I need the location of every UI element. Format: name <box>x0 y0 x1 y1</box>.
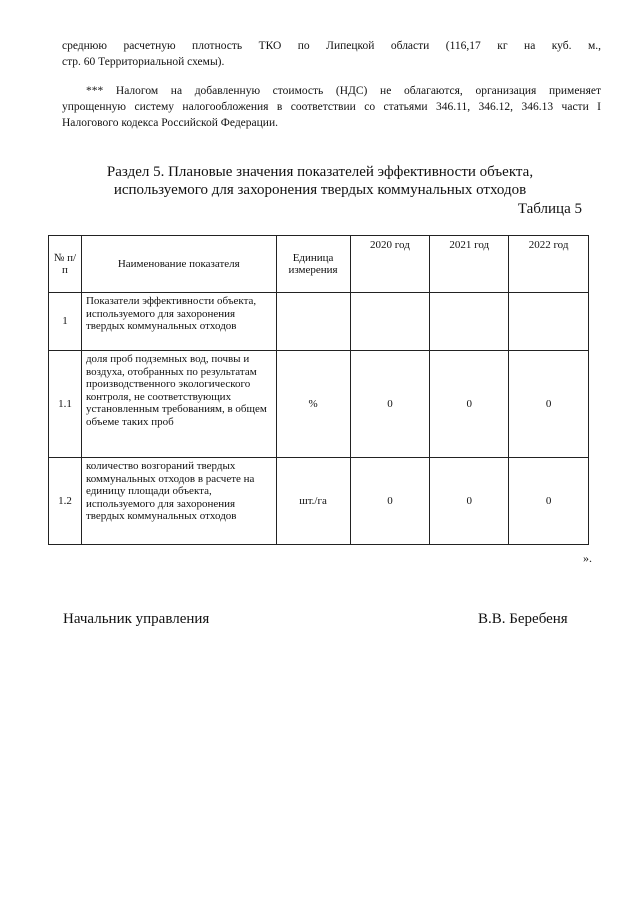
header-indicator-name: Наименование показателя <box>81 236 276 293</box>
footnote-line-2: упрощенную систему налогообложения в соответствии со статьями 346.11, 346.12, 346.13 части I <box>62 101 601 113</box>
table-row <box>49 293 589 351</box>
row-value-2020: 0 <box>350 351 430 458</box>
table-row <box>49 351 589 458</box>
indicators-table <box>48 235 589 545</box>
section-title-line-2: используемого для захоронения твердых коммунальных отходов <box>113 182 527 198</box>
header-year-2021: 2021 год <box>430 236 509 293</box>
row-value-2022 <box>509 293 589 351</box>
row-value-2021: 0 <box>430 351 509 458</box>
signatory-name: В.В. Беребеня <box>478 611 568 627</box>
closing-quote: ». <box>583 551 592 565</box>
table-row <box>49 458 589 545</box>
section-title-line-1: Раздел 5. Плановые значения показателей эффективности объекта, <box>106 164 534 180</box>
intro-line-1: среднюю расчетную плотность ТКО по Липецкой области (116,17 кг на куб. м., <box>62 40 601 52</box>
row-unit: шт./га <box>276 458 350 545</box>
row-value-2020 <box>350 293 430 351</box>
header-number: № п/п <box>49 236 82 293</box>
table-label: Таблица 5 <box>517 201 582 217</box>
header-unit: Единица измерения <box>276 236 350 293</box>
footnote-line-3: Налогового кодекса Российской Федерации. <box>62 117 278 129</box>
signatory-position: Начальник управления <box>63 611 210 627</box>
row-indicator-name: Показатели эффективности объекта, используемого для захоронения твердых коммунальных отходов <box>81 293 276 351</box>
table-header-row <box>49 236 589 293</box>
header-year-2022: 2022 год <box>509 236 589 293</box>
row-indicator-name: количество возгораний твердых коммунальных отходов в расчете на единицу площади объекта, используемого для захоронения твердых коммунальных отходов <box>81 458 276 545</box>
footnote-line-1: *** Налогом на добавленную стоимость (НДС) не облагаются, организация применяет <box>86 85 601 97</box>
intro-line-2: стр. 60 Территориальной схемы). <box>62 56 225 68</box>
row-value-2021 <box>430 293 509 351</box>
row-unit: % <box>276 351 350 458</box>
row-value-2022: 0 <box>509 458 589 545</box>
row-indicator-name: доля проб подземных вод, почвы и воздуха, отобранных по результатам производственного экологического контроля, не соответствующих установленным требованиям, в общем объеме таких проб <box>81 351 276 458</box>
header-year-2020: 2020 год <box>350 236 430 293</box>
row-value-2022: 0 <box>509 351 589 458</box>
row-number: 1.1 <box>49 351 82 458</box>
row-number: 1 <box>49 293 82 351</box>
row-unit <box>276 293 350 351</box>
row-value-2021: 0 <box>430 458 509 545</box>
row-value-2020: 0 <box>350 458 430 545</box>
row-number: 1.2 <box>49 458 82 545</box>
